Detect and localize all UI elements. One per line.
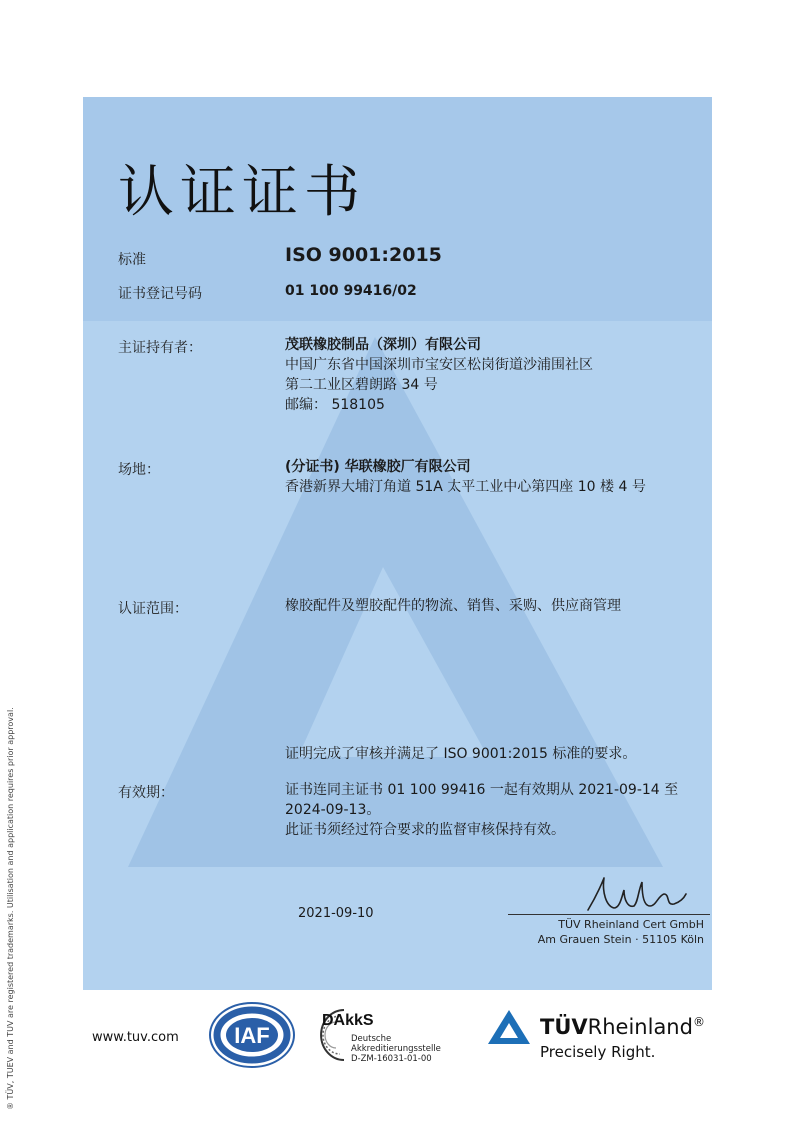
dakks-line-1: Deutsche — [351, 1034, 392, 1044]
triangle-watermark-icon — [83, 97, 712, 990]
validity-line-1: 证书连同主证书 01 100 99416 一起有效期从 2021-09-14 至 — [285, 782, 679, 798]
dakks-name: DAkkS — [322, 1012, 374, 1029]
website-link[interactable]: www.tuv.com — [92, 1030, 179, 1045]
tuv-brand-rest: Rheinland — [587, 1015, 693, 1039]
issue-date: 2021-09-10 — [298, 906, 374, 921]
validity-line-3: 此证书须经过符合要求的监督审核保持有效。 — [285, 822, 565, 838]
standard-label: 标准 — [118, 252, 146, 268]
certificate-title: 认证证书 — [118, 160, 366, 225]
validity-line-2: 2024-09-13。 — [285, 802, 381, 818]
signature-icon — [580, 870, 690, 920]
holder-postcode: 邮编： 518105 — [285, 397, 385, 413]
site-address: 香港新界大埔汀角道 51A 太平工业中心第四座 10 楼 4 号 — [285, 479, 646, 495]
tuv-brand — [540, 1015, 705, 1039]
trademark-note: ® TÜV, TUEV and TUV are registered trademarks. Utilisation and application requires prior approval. — [6, 707, 15, 1110]
validity-label: 有效期： — [118, 785, 174, 801]
holder-name: 茂联橡胶制品（深圳）有限公司 — [285, 337, 481, 353]
standard-value: ISO 9001:2015 — [285, 244, 442, 266]
registration-value: 01 100 99416/02 — [285, 283, 417, 299]
holder-label: 主证持有者： — [118, 340, 202, 356]
validity-block — [285, 780, 678, 840]
dakks-line-3: D-ZM-16031-01-00 — [351, 1054, 432, 1064]
tuv-triangle-logo-icon — [486, 1008, 532, 1046]
tuv-brand-bold: TÜV — [540, 1015, 588, 1039]
issuer-name: TÜV Rheinland Cert GmbH — [558, 918, 704, 931]
scope-label: 认证范围： — [118, 601, 188, 617]
scope-value: 橡胶配件及塑胶配件的物流、销售、采购、供应商管理 — [285, 598, 621, 614]
site-block — [285, 457, 646, 497]
dakks-line-2: Akkreditierungsstelle — [351, 1044, 441, 1054]
tuv-slogan: Precisely Right. — [540, 1043, 656, 1061]
holder-address-line-2: 第二工业区碧朗路 34 号 — [285, 377, 438, 393]
compliance-statement: 证明完成了审核并满足了 ISO 9001:2015 标准的要求。 — [285, 746, 637, 762]
issuer-address: Am Grauen Stein · 51105 Köln — [537, 933, 704, 946]
iaf-logo-icon — [207, 1000, 297, 1070]
site-label: 场地： — [118, 462, 160, 478]
certificate-panel — [83, 97, 712, 990]
tuv-registered-mark: ® — [692, 1015, 705, 1029]
holder-address-line-1: 中国广东省中国深圳市宝安区松岗街道沙浦围社区 — [285, 357, 593, 373]
registration-label: 证书登记号码 — [118, 286, 202, 302]
iaf-text: IAF — [234, 1023, 270, 1048]
site-name: (分证书) 华联橡胶厂有限公司 — [285, 459, 471, 475]
signature-line — [508, 914, 710, 915]
holder-block — [285, 335, 593, 415]
